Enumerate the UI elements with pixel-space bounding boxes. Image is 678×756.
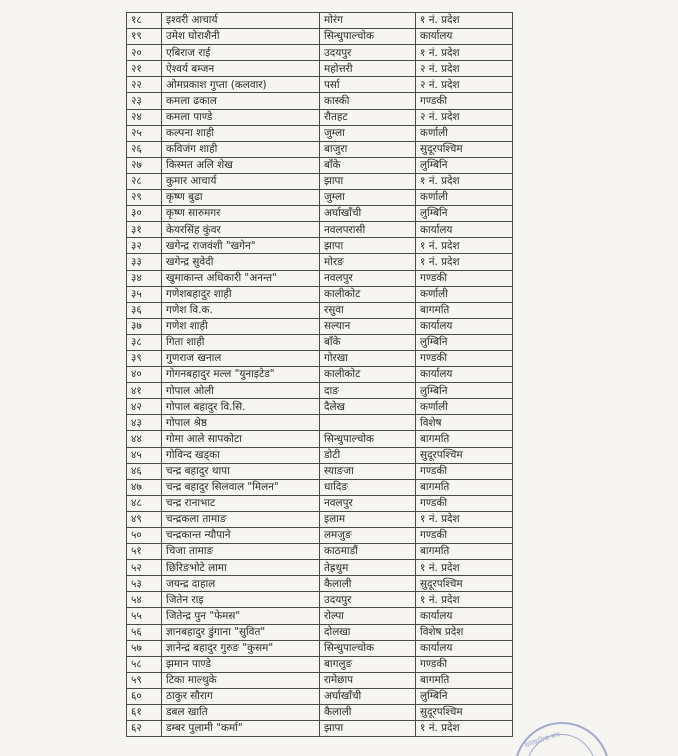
row-province: १ नं. प्रदेश xyxy=(416,592,513,608)
row-name: गोगनबहादुर मल्ल "युनाइटेड" xyxy=(162,367,320,383)
row-serial-number: ४५ xyxy=(127,447,162,463)
row-serial-number: २९ xyxy=(127,190,162,206)
row-province: लुम्बिनि xyxy=(416,383,513,399)
row-serial-number: २४ xyxy=(127,109,162,125)
row-province: १ नं. प्रदेश xyxy=(416,13,513,29)
table-row xyxy=(127,528,513,544)
row-province: लुम्बिनि xyxy=(416,206,513,222)
table-row xyxy=(127,415,513,431)
row-serial-number: ५८ xyxy=(127,656,162,672)
table-row xyxy=(127,286,513,302)
row-serial-number: ३७ xyxy=(127,318,162,334)
row-district: गोरखा xyxy=(320,350,416,366)
table-row xyxy=(127,157,513,173)
row-district: रौतहट xyxy=(320,109,416,125)
row-district: दोलखा xyxy=(320,624,416,640)
row-province: सुदूरपश्चिम xyxy=(416,705,513,721)
row-serial-number: २२ xyxy=(127,77,162,93)
row-serial-number: १९ xyxy=(127,29,162,45)
table-row xyxy=(127,640,513,656)
row-name: इश्वरी आचार्य xyxy=(162,13,320,29)
office-stamp xyxy=(514,722,610,756)
row-serial-number: ४७ xyxy=(127,479,162,495)
row-serial-number: ४१ xyxy=(127,383,162,399)
row-province: कार्यालय xyxy=(416,367,513,383)
row-district: झापा xyxy=(320,173,416,189)
row-district: नवलपुर xyxy=(320,270,416,286)
row-serial-number: ३६ xyxy=(127,302,162,318)
row-province: सुदूरपश्चिम xyxy=(416,576,513,592)
row-serial-number: ६२ xyxy=(127,721,162,737)
row-district: धादिङ xyxy=(320,479,416,495)
row-name: जितेन्द्र पुन "फेमस" xyxy=(162,608,320,624)
row-province: कार्यालय xyxy=(416,29,513,45)
row-district: दैलेख xyxy=(320,399,416,415)
row-district: कास्की xyxy=(320,93,416,109)
table-row xyxy=(127,13,513,29)
table-row xyxy=(127,190,513,206)
table-row xyxy=(127,254,513,270)
row-district: उदयपुर xyxy=(320,45,416,61)
row-district: झापा xyxy=(320,238,416,254)
table-row xyxy=(127,383,513,399)
row-district: अर्घाखाँची xyxy=(320,206,416,222)
table-row xyxy=(127,592,513,608)
table-row xyxy=(127,125,513,141)
row-province: कर्णाली xyxy=(416,125,513,141)
row-name: टिका माल्थुके xyxy=(162,672,320,688)
row-serial-number: ५० xyxy=(127,528,162,544)
row-serial-number: ६१ xyxy=(127,705,162,721)
table-row xyxy=(127,511,513,527)
row-province: कर्णाली xyxy=(416,399,513,415)
row-serial-number: ५३ xyxy=(127,576,162,592)
table-row xyxy=(127,93,513,109)
row-serial-number: ६० xyxy=(127,688,162,704)
row-name: चन्द्र रानाभाट xyxy=(162,495,320,511)
row-district: बाँके xyxy=(320,157,416,173)
row-name: गोपाल ओली xyxy=(162,383,320,399)
row-serial-number: ३० xyxy=(127,206,162,222)
row-district: कैलाली xyxy=(320,576,416,592)
row-serial-number: ३९ xyxy=(127,350,162,366)
row-serial-number: २५ xyxy=(127,125,162,141)
row-district xyxy=(320,415,416,431)
row-district: बाजुरा xyxy=(320,141,416,157)
row-name: ओमप्रकाश गुप्ता (कलवार) xyxy=(162,77,320,93)
table-row xyxy=(127,705,513,721)
row-province: विशेष xyxy=(416,415,513,431)
table-row xyxy=(127,222,513,238)
row-serial-number: ३२ xyxy=(127,238,162,254)
row-district: उदयपुर xyxy=(320,592,416,608)
row-district: सिन्धुपाल्चोक xyxy=(320,29,416,45)
row-name: गणेश शाही xyxy=(162,318,320,334)
row-district: इलाम xyxy=(320,511,416,527)
row-name: खुमाकान्त अधिकारी "अनन्त" xyxy=(162,270,320,286)
member-table xyxy=(126,12,513,737)
row-serial-number: ४२ xyxy=(127,399,162,415)
row-name: उमेश घोराशैनी xyxy=(162,29,320,45)
row-name: गुणराज खनाल xyxy=(162,350,320,366)
row-name: कमला ढकाल xyxy=(162,93,320,109)
row-province: गण्डकी xyxy=(416,463,513,479)
table-row xyxy=(127,238,513,254)
row-serial-number: ३३ xyxy=(127,254,162,270)
row-district: डोटी xyxy=(320,447,416,463)
row-serial-number: ४० xyxy=(127,367,162,383)
table-row xyxy=(127,447,513,463)
table-row xyxy=(127,29,513,45)
table-row xyxy=(127,608,513,624)
row-province: गण्डकी xyxy=(416,350,513,366)
stamp-text: सांस्कृतिक संघ xyxy=(523,730,562,750)
row-district: महोत्तरी xyxy=(320,61,416,77)
table-row xyxy=(127,544,513,560)
row-province: लुम्बिनि xyxy=(416,157,513,173)
row-serial-number: ५९ xyxy=(127,672,162,688)
table-row xyxy=(127,721,513,737)
row-province: १ नं. प्रदेश xyxy=(416,254,513,270)
row-district: पर्सा xyxy=(320,77,416,93)
row-district: सल्यान xyxy=(320,318,416,334)
table-row xyxy=(127,495,513,511)
table-row xyxy=(127,61,513,77)
row-district: कालीकोट xyxy=(320,367,416,383)
row-name: किस्मत अलि शेख xyxy=(162,157,320,173)
row-serial-number: २० xyxy=(127,45,162,61)
row-district: स्याङजा xyxy=(320,463,416,479)
row-name: चन्द्रकला तामाङ xyxy=(162,511,320,527)
row-province: विशेष प्रदेश xyxy=(416,624,513,640)
row-name: कविजंग शाही xyxy=(162,141,320,157)
row-serial-number: ३४ xyxy=(127,270,162,286)
row-province: २ नं. प्रदेश xyxy=(416,61,513,77)
row-serial-number: ४४ xyxy=(127,431,162,447)
row-serial-number: ४९ xyxy=(127,511,162,527)
table-row xyxy=(127,302,513,318)
row-serial-number: ५२ xyxy=(127,560,162,576)
row-district: लमजुङ xyxy=(320,528,416,544)
table-row xyxy=(127,206,513,222)
table-row xyxy=(127,350,513,366)
table-row xyxy=(127,656,513,672)
row-district: सिन्धुपाल्चोक xyxy=(320,431,416,447)
row-serial-number: ५१ xyxy=(127,544,162,560)
row-name: ज्ञानेन्द्र बहादुर गुरुङ "कुसम" xyxy=(162,640,320,656)
row-name: गोविन्द खड्का xyxy=(162,447,320,463)
row-district: दाङ xyxy=(320,383,416,399)
row-name: जितेन राइ xyxy=(162,592,320,608)
row-province: सुदूरपश्चिम xyxy=(416,141,513,157)
row-district: जुम्ला xyxy=(320,190,416,206)
row-name: चिजा तामाङ xyxy=(162,544,320,560)
row-name: खगेन्द्र राजवंशी "खगेन" xyxy=(162,238,320,254)
row-district: नवलपुर xyxy=(320,495,416,511)
row-name: डम्बर पुलामी "कर्मा" xyxy=(162,721,320,737)
row-name: झमान पाण्डे xyxy=(162,656,320,672)
row-serial-number: २१ xyxy=(127,61,162,77)
row-name: चन्द्र बहादुर थापा xyxy=(162,463,320,479)
row-province: कार्यालय xyxy=(416,222,513,238)
row-name: गिता शाही xyxy=(162,334,320,350)
row-district: मोरंग xyxy=(320,13,416,29)
table-row xyxy=(127,77,513,93)
table-row xyxy=(127,672,513,688)
row-province: २ नं. प्रदेश xyxy=(416,109,513,125)
row-province: सुदूरपश्चिम xyxy=(416,447,513,463)
table-row xyxy=(127,173,513,189)
row-province: बागमति xyxy=(416,479,513,495)
row-province: बागमति xyxy=(416,431,513,447)
row-name: गोपाल श्रेष्ठ xyxy=(162,415,320,431)
table-row xyxy=(127,479,513,495)
row-serial-number: ४३ xyxy=(127,415,162,431)
row-district: रोल्पा xyxy=(320,608,416,624)
row-province: १ नं. प्रदेश xyxy=(416,238,513,254)
row-province: बागमति xyxy=(416,672,513,688)
row-province: कार्यालय xyxy=(416,318,513,334)
row-name: केयरसिंह कुंवर xyxy=(162,222,320,238)
row-province: लुम्बिनि xyxy=(416,688,513,704)
row-district: अर्घाखाँची xyxy=(320,688,416,704)
row-serial-number: ३८ xyxy=(127,334,162,350)
row-province: २ नं. प्रदेश xyxy=(416,77,513,93)
row-district: रामेछाप xyxy=(320,672,416,688)
row-name: कृष्ण बुढा xyxy=(162,190,320,206)
row-province: गण्डकी xyxy=(416,656,513,672)
row-serial-number: २३ xyxy=(127,93,162,109)
row-district: जुम्ला xyxy=(320,125,416,141)
row-name: चन्द्र बहादुर सिलवाल "मिलन" xyxy=(162,479,320,495)
row-province: बागमति xyxy=(416,302,513,318)
row-name: गोपाल बहादुर वि.सि. xyxy=(162,399,320,415)
row-serial-number: ५७ xyxy=(127,640,162,656)
row-province: लुम्बिनि xyxy=(416,334,513,350)
row-name: कृष्ण सारुमगर xyxy=(162,206,320,222)
row-district: तेह्रथुम xyxy=(320,560,416,576)
table-row xyxy=(127,431,513,447)
row-serial-number: ३५ xyxy=(127,286,162,302)
row-district: झापा xyxy=(320,721,416,737)
row-name: डबल खाति xyxy=(162,705,320,721)
table-row xyxy=(127,688,513,704)
row-district: नवलपरासी xyxy=(320,222,416,238)
row-province: गण्डकी xyxy=(416,270,513,286)
row-district: बाँके xyxy=(320,334,416,350)
row-province: गण्डकी xyxy=(416,93,513,109)
row-province: १ नं. प्रदेश xyxy=(416,721,513,737)
row-district: बागलुङ xyxy=(320,656,416,672)
row-name: गणेशबहादुर शाही xyxy=(162,286,320,302)
row-name: कमला पाण्डे xyxy=(162,109,320,125)
row-name: कुमार आचार्य xyxy=(162,173,320,189)
row-serial-number: ४८ xyxy=(127,495,162,511)
row-serial-number: ३१ xyxy=(127,222,162,238)
row-district: काठमाडौं xyxy=(320,544,416,560)
table-row xyxy=(127,270,513,286)
row-name: कल्पना शाही xyxy=(162,125,320,141)
row-district: सिन्धुपाल्चोक xyxy=(320,640,416,656)
row-serial-number: २६ xyxy=(127,141,162,157)
row-serial-number: २७ xyxy=(127,157,162,173)
row-name: ऐश्वर्य बम्जन xyxy=(162,61,320,77)
row-province: कार्यालय xyxy=(416,640,513,656)
table-row xyxy=(127,141,513,157)
row-province: १ नं. प्रदेश xyxy=(416,173,513,189)
row-province: १ नं. प्रदेश xyxy=(416,45,513,61)
row-name: गोमा आले सापकोटा xyxy=(162,431,320,447)
row-name: गणेश वि.क. xyxy=(162,302,320,318)
row-name: ज्ञानबहादुर डुंगाना "सुवित" xyxy=(162,624,320,640)
table-row xyxy=(127,463,513,479)
row-name: खगेन्द्र सुवेदी xyxy=(162,254,320,270)
table-row xyxy=(127,45,513,61)
row-serial-number: ५६ xyxy=(127,624,162,640)
row-province: बागमति xyxy=(416,544,513,560)
row-name: चन्द्रकान्त न्यौपाने xyxy=(162,528,320,544)
table-row xyxy=(127,367,513,383)
row-name: एबिराज राई xyxy=(162,45,320,61)
row-province: कर्णाली xyxy=(416,286,513,302)
row-province: कार्यालय xyxy=(416,608,513,624)
table-row xyxy=(127,624,513,640)
row-serial-number: ५४ xyxy=(127,592,162,608)
table-row xyxy=(127,399,513,415)
row-district: मोरङ xyxy=(320,254,416,270)
table-row xyxy=(127,318,513,334)
row-name: जयन्द्र दाहाल xyxy=(162,576,320,592)
member-table-body xyxy=(127,13,513,737)
row-serial-number: ५५ xyxy=(127,608,162,624)
row-district: कालीकोट xyxy=(320,286,416,302)
row-serial-number: २८ xyxy=(127,173,162,189)
table-row xyxy=(127,576,513,592)
table-row xyxy=(127,560,513,576)
row-district: रसुवा xyxy=(320,302,416,318)
row-province: १ नं. प्रदेश xyxy=(416,560,513,576)
row-province: कर्णाली xyxy=(416,190,513,206)
row-district: कैलाली xyxy=(320,705,416,721)
row-province: गण्डकी xyxy=(416,495,513,511)
row-name: छिरिङभोटे लामा xyxy=(162,560,320,576)
table-row xyxy=(127,334,513,350)
row-name: ठाकुर सौराग xyxy=(162,688,320,704)
row-serial-number: ४६ xyxy=(127,463,162,479)
table-row xyxy=(127,109,513,125)
row-province: १ नं. प्रदेश xyxy=(416,511,513,527)
row-province: गण्डकी xyxy=(416,528,513,544)
row-serial-number: १८ xyxy=(127,13,162,29)
